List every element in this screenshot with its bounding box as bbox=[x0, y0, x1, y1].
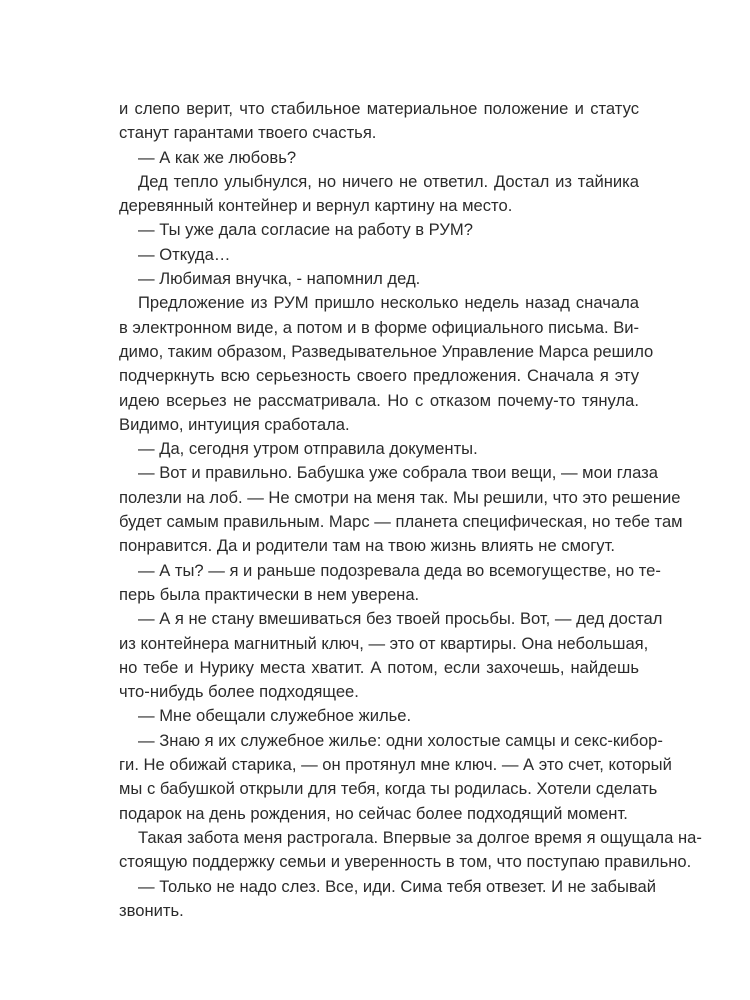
text-line: подарок на день рождения, но сейчас более подходящий момент. bbox=[119, 803, 628, 823]
text-line: — Ты уже дала согласие на работу в РУМ? bbox=[138, 220, 473, 240]
text-line: — Да, сегодня утром отправила документы. bbox=[138, 439, 478, 459]
text-line: полезли на лоб. — Не смотри на меня так. Мы решили, что это решение bbox=[119, 487, 681, 507]
text-line: — А я не стану вмешиваться без твоей просьбы. Вот, — дед достал bbox=[138, 609, 663, 629]
text-line: понравится. Да и родители там на твою жизнь влиять не смогут. bbox=[119, 536, 615, 556]
text-line: мы с бабушкой открыли для тебя, когда ты родилась. Хотели сделать bbox=[119, 779, 658, 799]
text-line: Видимо, интуиция сработала. bbox=[119, 414, 350, 434]
text-line: — Только не надо слез. Все, иди. Сима тебя отвезет. И не забывай bbox=[138, 876, 657, 896]
text-line: ги. Не обижай старика, — он протянул мне ключ. — А это счет, который bbox=[119, 755, 672, 775]
text-line: но тебе и Нурику места хватит. А потом, если захочешь, найдешь bbox=[119, 657, 639, 677]
text-line: — А как же любовь? bbox=[138, 147, 297, 167]
text-line: — Откуда… bbox=[138, 244, 231, 264]
text-line: — Любимая внучка, - напомнил дед. bbox=[138, 269, 421, 289]
text-line: — Вот и правильно. Бабушка уже собрала твои вещи, — мои глаза bbox=[138, 463, 658, 483]
text-line: перь была практически в нем уверена. bbox=[119, 584, 420, 604]
text-line: что-нибудь более подходящее. bbox=[119, 682, 359, 702]
text-line: стоящую поддержку семьи и уверенность в том, что поступаю правильно. bbox=[119, 852, 692, 872]
text-line: из контейнера магнитный ключ, — это от квартиры. Она небольшая, bbox=[119, 633, 649, 653]
text-line: Такая забота меня растрогала. Впервые за долгое время я ощущала на- bbox=[138, 827, 702, 847]
text-line: димо, таким образом, Разведывательное Управление Марса решило bbox=[119, 341, 654, 361]
text-line: станут гарантами твоего счастья. bbox=[119, 123, 377, 143]
text-line: — Знаю я их служебное жилье: одни холостые самцы и секс-кибор- bbox=[138, 730, 663, 750]
text-line: идею всерьез не рассматривала. Но с отказом почему-то тянула. bbox=[119, 390, 639, 410]
text-line: — А ты? — я и раньше подозревала деда во всемогуществе, но те- bbox=[138, 560, 661, 580]
body-text bbox=[119, 97, 702, 923]
text-line: Предложение из РУМ пришло несколько недель назад сначала bbox=[138, 293, 639, 313]
text-line: подчеркнуть всю серьезность своего предложения. Сначала я эту bbox=[119, 366, 639, 386]
text-line: и слепо верит, что стабильное материальное положение и статус bbox=[119, 99, 639, 118]
text-line: деревянный контейнер и вернул картину на место. bbox=[119, 196, 513, 216]
text-line: в электронном виде, а потом и в форме официального письма. Ви- bbox=[119, 317, 640, 337]
text-line: Дед тепло улыбнулся, но ничего не ответил. Достал из тайника bbox=[138, 171, 639, 191]
text-line: звонить. bbox=[119, 900, 184, 920]
text-line: — Мне обещали служебное жилье. bbox=[138, 706, 412, 726]
text-line: будет самым правильным. Марс — планета специфическая, но тебе там bbox=[119, 512, 683, 532]
